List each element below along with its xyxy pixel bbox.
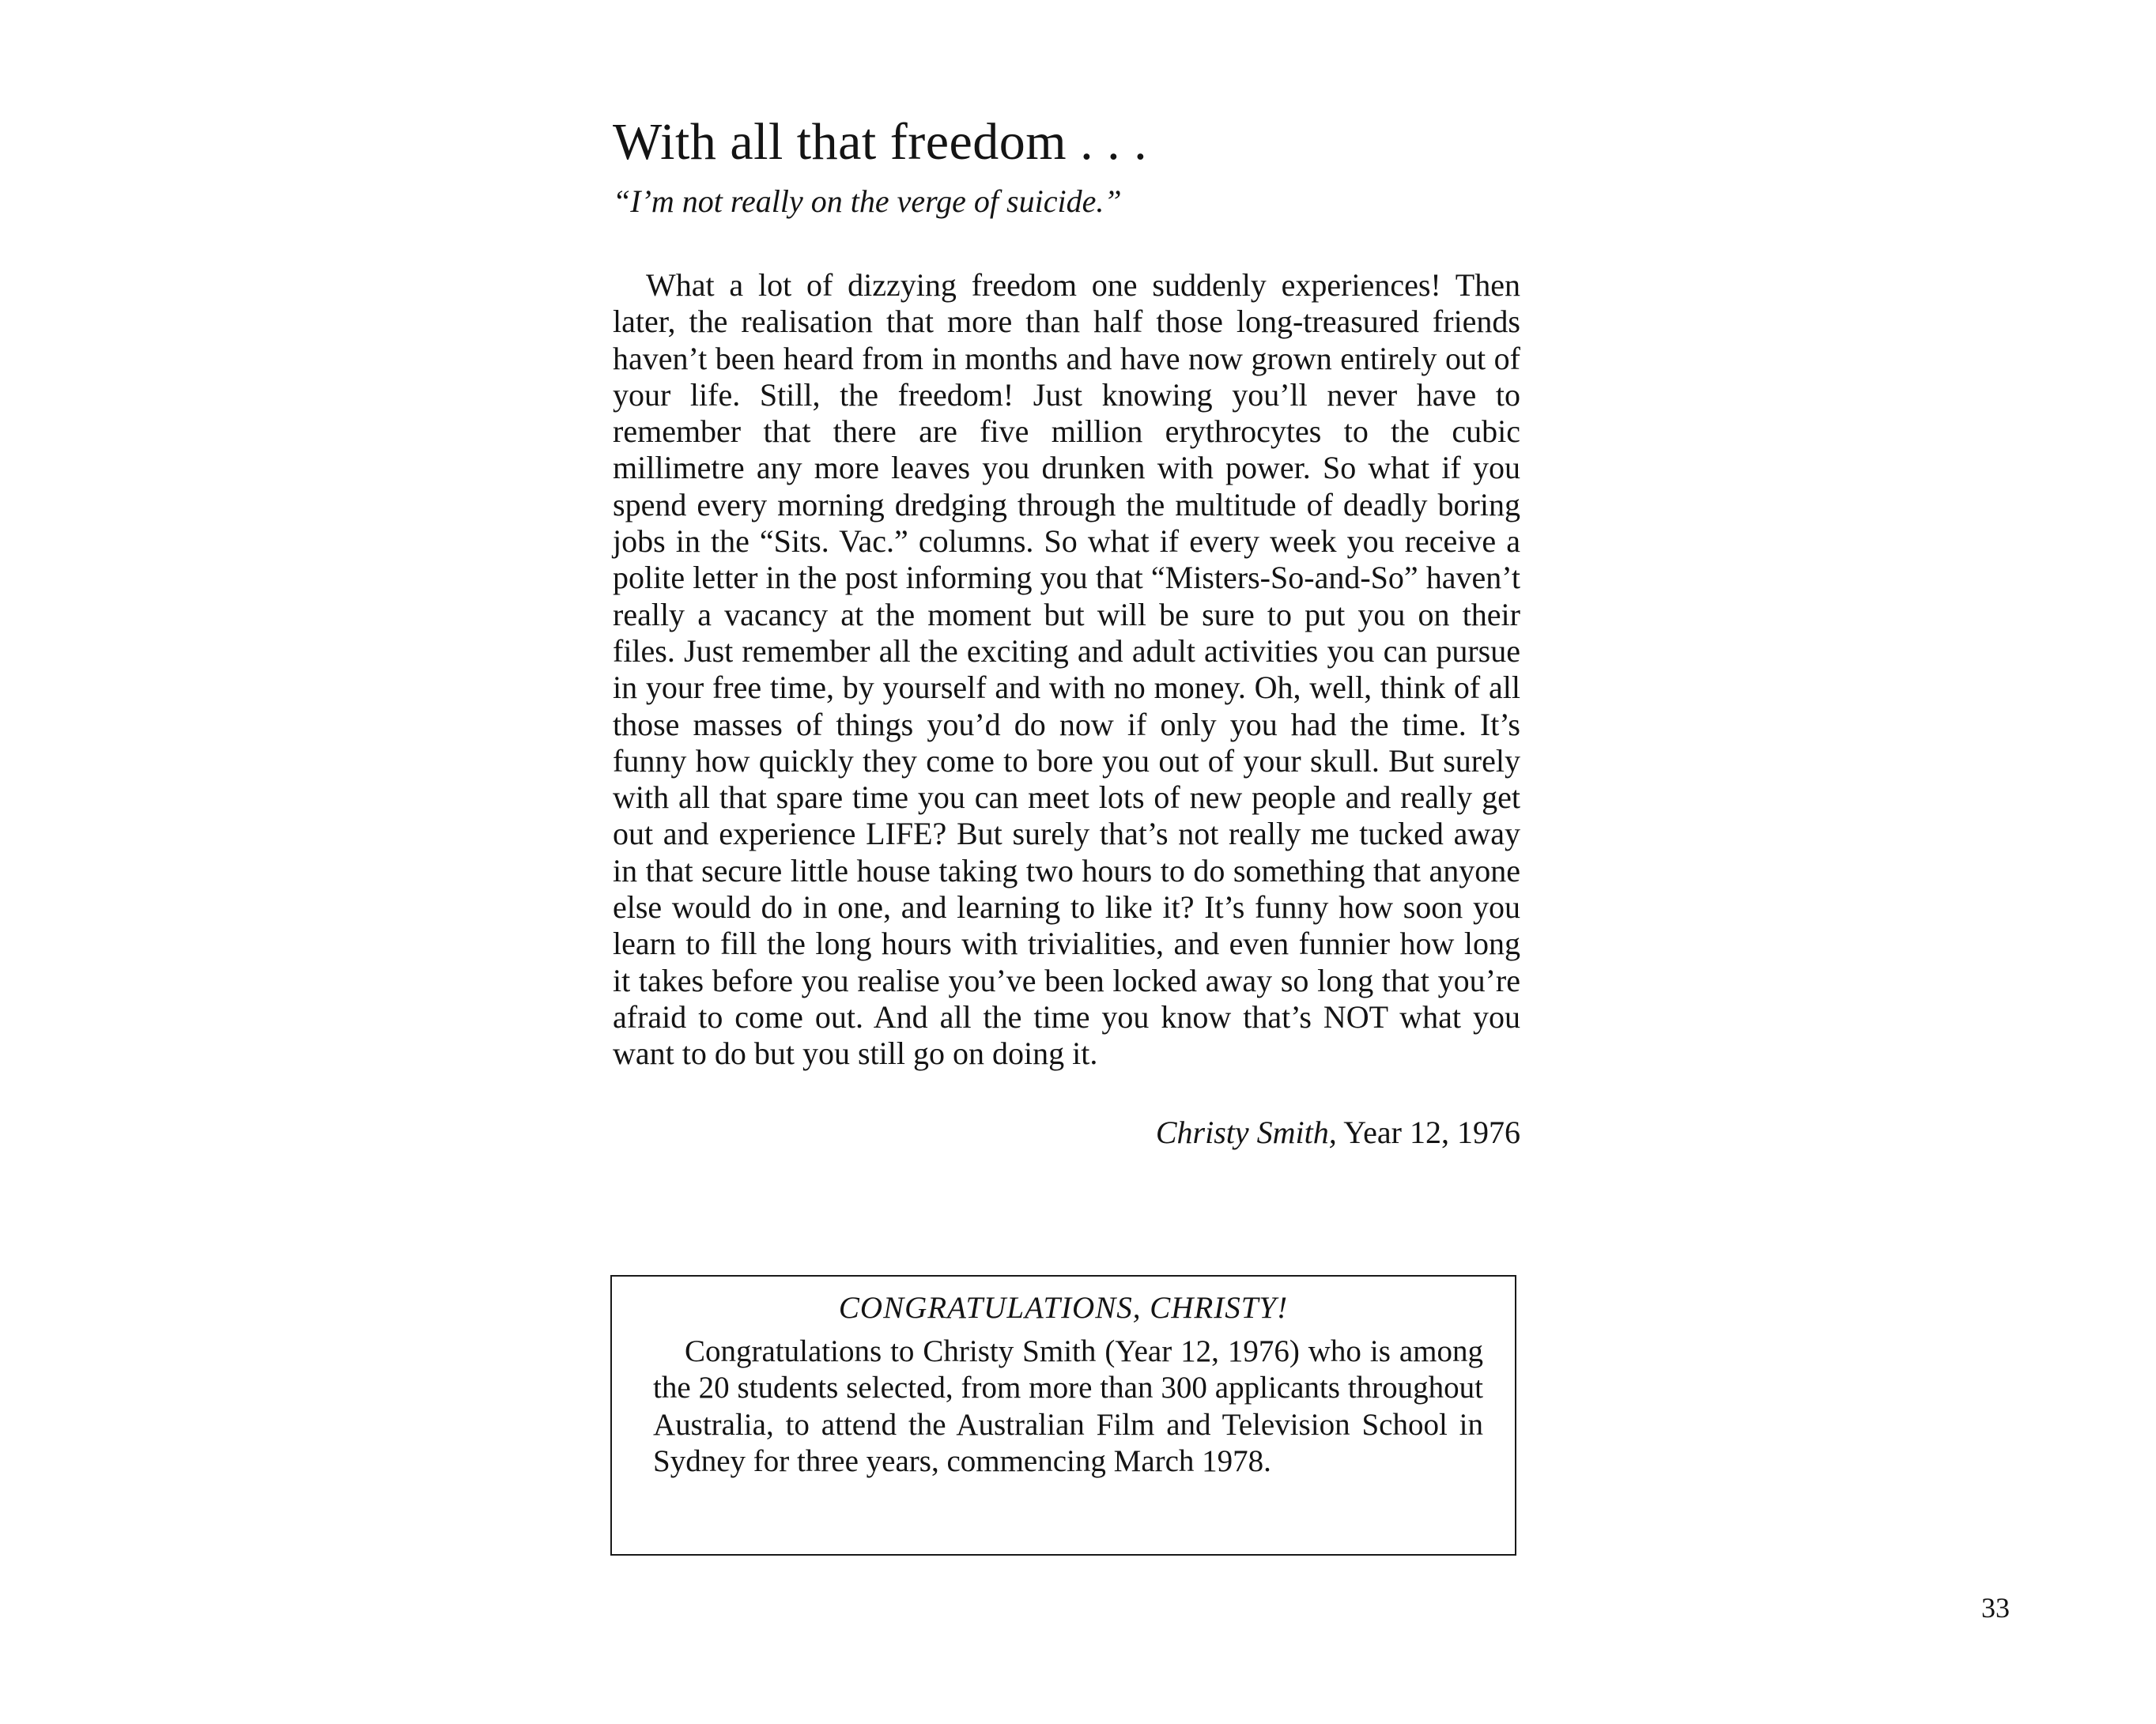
article-title: With all that freedom . . . <box>613 113 1148 171</box>
author-detail: Year 12, 1976 <box>1343 1114 1520 1150</box>
article <box>613 111 1520 1152</box>
article-body: What a lot of dizzying freedom one suddenly experiences! Then later, the realisation that more than half those long-treasured friends haven’t been heard from in months and have now grown entirely out of your life. Still, the freedom! Just knowing you’ll never have to remember that there are five million erythrocytes to the cubic millimetre any more leaves you drunken with power. So what if you spend every morning dredging through the multitude of deadly boring jobs in the “Sits. Vac.” columns. So what if every week you receive a polite letter in the post informing you that “Misters-So-and-So” haven’t really a vacancy at the moment but will be sure to put you on their files. Just remember all the exciting and adult activities you can pursue in your free time, by yourself and with no money. Oh, well, think of all those masses of things you’d do now if only you had the time. It’s funny how quickly they come to bore you out of your skull. But surely with all that spare time you can meet lots of new people and really get out and experience LIFE? But surely that’s not really me tucked away in that secure little house taking two hours to do something that anyone else would do in one, and learning to like it? It’s funny how soon you learn to fill the long hours with trivialities, and even funnier how long it takes before you realise you’ve been locked away so long that you’re afraid to come out. And all the time you know that’s NOT what you want to do but you still go on doing it. <box>613 267 1520 1072</box>
notice-body: Congratulations to Christy Smith (Year 12, 1976) who is among the 20 students selected, from more than 300 applicants throughout Australia, to attend the Australian Film and Television School in Sydney for three years, commencing March 1978. <box>653 1334 1483 1478</box>
author-name: Christy Smith, <box>1155 1114 1337 1150</box>
page-number: 33 <box>1981 1592 2010 1624</box>
article-subtitle: “I’m not really on the verge of suicide.” <box>613 183 1122 219</box>
congratulations-box <box>610 1275 1516 1556</box>
notice-heading: CONGRATULATIONS, CHRISTY! <box>838 1291 1289 1325</box>
article-signature <box>613 1114 1520 1152</box>
